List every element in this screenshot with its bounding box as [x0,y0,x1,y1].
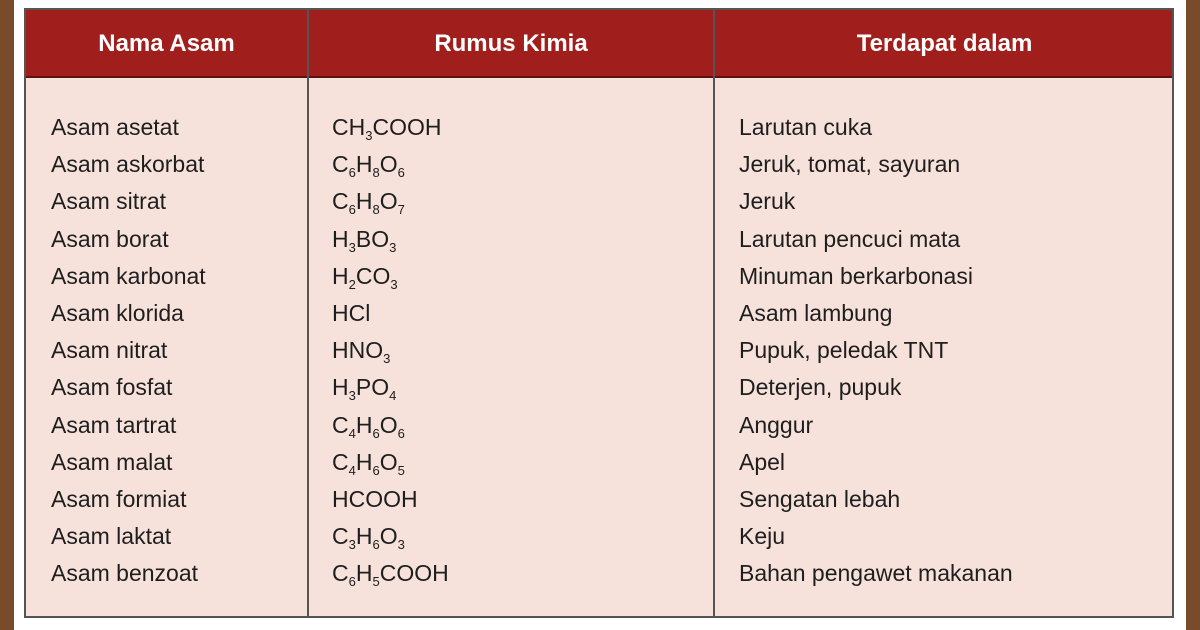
acid-formula: $C_4H_6O_6$ [332,411,405,441]
acid-formula: $CH_3COOH$ [332,114,442,143]
acid-formula: HCOOH [332,485,418,512]
table-row [26,295,1172,332]
header-nama-asam: Nama Asam [98,30,235,57]
table-row [26,146,1172,183]
acid-name: Asam askorbat [51,151,205,178]
acid-source: Asam lambung [739,299,893,326]
table-row [26,444,1172,481]
acid-formula: $C_3H_6O_3$ [332,523,405,553]
acid-name: Asam laktat [51,523,172,550]
header-terdapat-dalam: Terdapat dalam [856,30,1033,57]
acid-source: Deterjen, pupuk [739,374,902,401]
table-row [26,258,1172,295]
table-row [26,332,1172,369]
acid-formula: $H_3BO_3$ [332,225,397,255]
acid-source: Sengatan lebah [739,485,901,512]
acid-name: Asam fosfat [51,374,173,401]
acid-name: Asam nitrat [51,337,168,364]
acid-source: Larutan pencuci mata [739,225,961,252]
table-row [26,369,1172,406]
acid-name: Asam klorida [51,299,184,326]
acid-source: Anggur [739,411,814,438]
acid-formula: $C_6H_8O_7$ [332,188,405,218]
acid-name: Asam formiat [51,485,187,512]
acid-source: Pupuk, peledak TNT [739,337,949,364]
acid-name: Asam benzoat [51,560,199,587]
acid-formula: $C_6H_8O_6$ [332,151,405,181]
acid-name: Asam karbonat [51,262,206,289]
table-row [26,221,1172,258]
acid-formula: HCl [332,299,371,326]
acid-source: Apel [739,448,786,475]
acid-formula: $C_6H_5COOH$ [332,560,449,590]
acid-source: Jeruk [739,188,796,215]
acid-source: Jeruk, tomat, sayuran [739,151,961,178]
table-row [26,109,1172,146]
acid-name: Asam borat [51,225,169,252]
acid-source: Minuman berkarbonasi [739,262,973,289]
table-body [26,109,1172,592]
acid-formula: $H_2CO_3$ [332,262,398,292]
acid-table [24,8,1174,618]
acid-source: Bahan pengawet makanan [739,560,1013,587]
table-row [26,481,1172,518]
acid-formula: $C_4H_6O_5$ [332,448,405,478]
table-header [26,10,1172,78]
table-row [26,518,1172,555]
acid-name: Asam sitrat [51,188,167,215]
header-rumus-kimia: Rumus Kimia [434,30,588,57]
table-row [26,183,1172,220]
acid-name: Asam malat [51,448,173,475]
acid-formula: $H_3PO_4$ [332,374,397,404]
acid-name: Asam asetat [51,114,179,140]
acid-source: Keju [739,523,786,550]
table-row [26,555,1172,592]
acid-source: Larutan cuka [739,114,872,140]
acid-name: Asam tartrat [51,411,177,438]
table-row [26,407,1172,444]
acid-formula: $HNO_3$ [332,337,391,367]
